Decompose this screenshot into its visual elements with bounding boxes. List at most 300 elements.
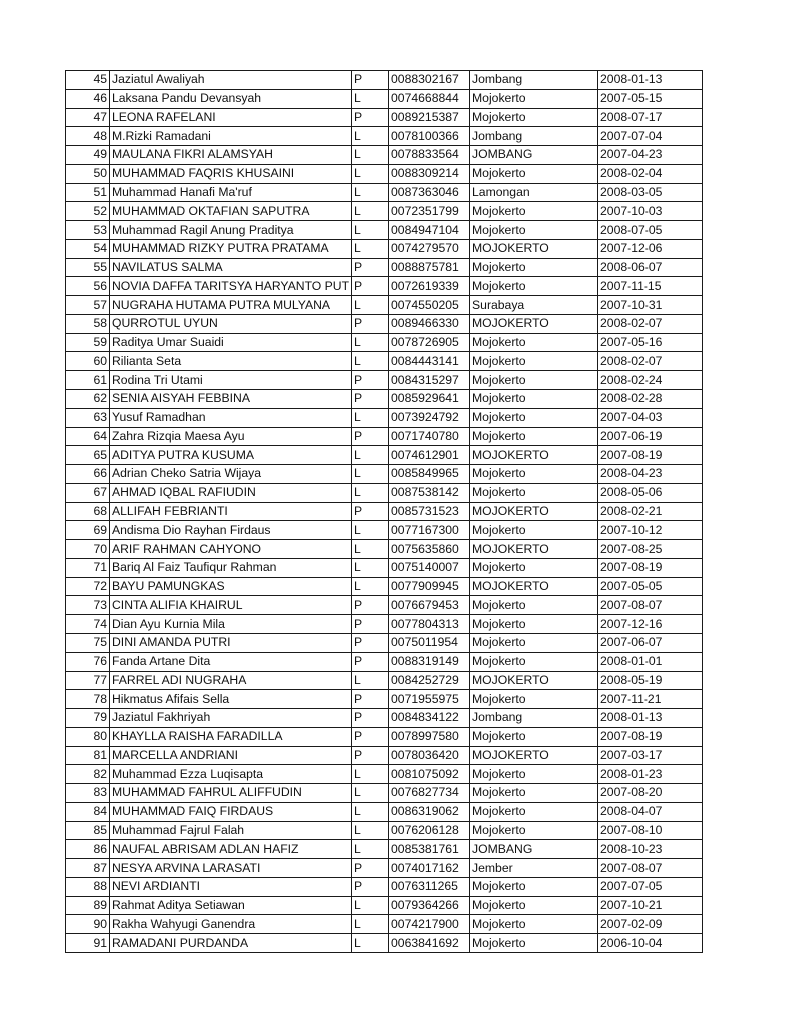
gender-cell: L	[352, 540, 389, 559]
table-row	[66, 934, 703, 953]
row-number-cell: 89	[66, 896, 110, 915]
birth-place-cell: Mojokerto	[470, 277, 598, 296]
nisn-cell: 0084443141	[389, 352, 470, 371]
row-number-cell: 49	[66, 146, 110, 165]
student-name-cell: NESYA ARVINA LARASATI	[110, 859, 352, 878]
birth-place-cell: Mojokerto	[470, 821, 598, 840]
birth-date-cell: 2008-07-17	[598, 108, 703, 127]
row-number-cell: 80	[66, 727, 110, 746]
gender-cell: L	[352, 915, 389, 934]
table-row	[66, 633, 703, 652]
gender-cell: L	[352, 840, 389, 859]
nisn-cell: 0089466330	[389, 314, 470, 333]
nisn-cell: 0074279570	[389, 239, 470, 258]
student-name-cell: MUHAMMAD FAQRIS KHUSAINI	[110, 164, 352, 183]
gender-cell: P	[352, 690, 389, 709]
row-number-cell: 62	[66, 390, 110, 409]
row-number-cell: 59	[66, 333, 110, 352]
nisn-cell: 0079364266	[389, 896, 470, 915]
gender-cell: P	[352, 71, 389, 90]
student-name-cell: MAULANA FIKRI ALAMSYAH	[110, 146, 352, 165]
nisn-cell: 0072619339	[389, 277, 470, 296]
gender-cell: L	[352, 333, 389, 352]
table-row	[66, 408, 703, 427]
student-name-cell: Jaziatul Fakhriyah	[110, 709, 352, 728]
table-row	[66, 164, 703, 183]
table-row	[66, 427, 703, 446]
birth-date-cell: 2008-02-21	[598, 502, 703, 521]
nisn-cell: 0075635860	[389, 540, 470, 559]
row-number-cell: 47	[66, 108, 110, 127]
birth-place-cell: Mojokerto	[470, 802, 598, 821]
student-name-cell: Muhammad Ragil Anung Praditya	[110, 221, 352, 240]
row-number-cell: 58	[66, 314, 110, 333]
birth-date-cell: 2008-04-23	[598, 465, 703, 484]
birth-place-cell: Mojokerto	[470, 521, 598, 540]
birth-place-cell: Mojokerto	[470, 784, 598, 803]
student-name-cell: NUGRAHA HUTAMA PUTRA MULYANA	[110, 296, 352, 315]
table-row	[66, 859, 703, 878]
gender-cell: L	[352, 296, 389, 315]
row-number-cell: 72	[66, 577, 110, 596]
row-number-cell: 76	[66, 652, 110, 671]
student-name-cell: FARREL ADI NUGRAHA	[110, 671, 352, 690]
row-number-cell: 77	[66, 671, 110, 690]
gender-cell: P	[352, 108, 389, 127]
table-row	[66, 802, 703, 821]
student-name-cell: Muhammad Hanafi Ma'ruf	[110, 183, 352, 202]
student-name-cell: M.Rizki Ramadani	[110, 127, 352, 146]
table-row	[66, 558, 703, 577]
birth-date-cell: 2007-08-19	[598, 446, 703, 465]
birth-place-cell: Mojokerto	[470, 915, 598, 934]
nisn-cell: 0074550205	[389, 296, 470, 315]
birth-place-cell: Mojokerto	[470, 652, 598, 671]
student-name-cell: NAUFAL ABRISAM ADLAN HAFIZ	[110, 840, 352, 859]
row-number-cell: 63	[66, 408, 110, 427]
nisn-cell: 0074017162	[389, 859, 470, 878]
table-row	[66, 202, 703, 221]
student-name-cell: NAVILATUS SALMA	[110, 258, 352, 277]
gender-cell: L	[352, 352, 389, 371]
student-table	[65, 70, 703, 953]
nisn-cell: 0073924792	[389, 408, 470, 427]
table-row	[66, 390, 703, 409]
nisn-cell: 0085731523	[389, 502, 470, 521]
table-row	[66, 465, 703, 484]
birth-date-cell: 2007-07-04	[598, 127, 703, 146]
gender-cell: P	[352, 709, 389, 728]
student-name-cell: Rilianta Seta	[110, 352, 352, 371]
row-number-cell: 69	[66, 521, 110, 540]
birth-date-cell: 2008-01-13	[598, 71, 703, 90]
birth-place-cell: Mojokerto	[470, 690, 598, 709]
birth-date-cell: 2007-08-20	[598, 784, 703, 803]
gender-cell: P	[352, 390, 389, 409]
nisn-cell: 0078726905	[389, 333, 470, 352]
gender-cell: L	[352, 784, 389, 803]
birth-place-cell: JOMBANG	[470, 840, 598, 859]
birth-date-cell: 2007-05-16	[598, 333, 703, 352]
birth-date-cell: 2007-05-05	[598, 577, 703, 596]
gender-cell: L	[352, 558, 389, 577]
table-row	[66, 727, 703, 746]
table-row	[66, 840, 703, 859]
table-row	[66, 296, 703, 315]
table-row	[66, 333, 703, 352]
nisn-cell: 0087363046	[389, 183, 470, 202]
birth-place-cell: Mojokerto	[470, 89, 598, 108]
birth-place-cell: Mojokerto	[470, 765, 598, 784]
nisn-cell: 0088875781	[389, 258, 470, 277]
gender-cell: L	[352, 465, 389, 484]
table-row	[66, 502, 703, 521]
birth-place-cell: MOJOKERTO	[470, 671, 598, 690]
student-name-cell: Bariq Al Faiz Taufiqur Rahman	[110, 558, 352, 577]
table-row	[66, 709, 703, 728]
birth-date-cell: 2008-04-07	[598, 802, 703, 821]
gender-cell: L	[352, 127, 389, 146]
table-row	[66, 896, 703, 915]
birth-date-cell: 2008-05-19	[598, 671, 703, 690]
birth-place-cell: MOJOKERTO	[470, 577, 598, 596]
table-row	[66, 108, 703, 127]
birth-date-cell: 2007-10-03	[598, 202, 703, 221]
row-number-cell: 55	[66, 258, 110, 277]
student-name-cell: NOVIA DAFFA TARITSYA HARYANTO PUT	[110, 277, 352, 296]
table-row	[66, 71, 703, 90]
gender-cell: L	[352, 802, 389, 821]
gender-cell: L	[352, 896, 389, 915]
birth-place-cell: Mojokerto	[470, 934, 598, 953]
row-number-cell: 83	[66, 784, 110, 803]
row-number-cell: 91	[66, 934, 110, 953]
student-name-cell: Rakha Wahyugi Ganendra	[110, 915, 352, 934]
student-name-cell: Jaziatul Awaliyah	[110, 71, 352, 90]
table-row	[66, 221, 703, 240]
row-number-cell: 82	[66, 765, 110, 784]
row-number-cell: 90	[66, 915, 110, 934]
student-name-cell: ARIF RAHMAN CAHYONO	[110, 540, 352, 559]
student-name-cell: MUHAMMAD FAHRUL ALIFFUDIN	[110, 784, 352, 803]
gender-cell: P	[352, 727, 389, 746]
birth-place-cell: Mojokerto	[470, 164, 598, 183]
birth-date-cell: 2007-11-21	[598, 690, 703, 709]
table-row	[66, 877, 703, 896]
table-row	[66, 127, 703, 146]
student-name-cell: MARCELLA ANDRIANI	[110, 746, 352, 765]
gender-cell: P	[352, 633, 389, 652]
row-number-cell: 67	[66, 483, 110, 502]
birth-place-cell: Mojokerto	[470, 896, 598, 915]
birth-place-cell: MOJOKERTO	[470, 446, 598, 465]
nisn-cell: 0072351799	[389, 202, 470, 221]
row-number-cell: 71	[66, 558, 110, 577]
gender-cell: L	[352, 221, 389, 240]
table-row	[66, 915, 703, 934]
gender-cell: P	[352, 258, 389, 277]
row-number-cell: 88	[66, 877, 110, 896]
birth-date-cell: 2008-10-23	[598, 840, 703, 859]
table-row	[66, 821, 703, 840]
nisn-cell: 0071955975	[389, 690, 470, 709]
student-name-cell: Adrian Cheko Satria Wijaya	[110, 465, 352, 484]
student-name-cell: NEVI ARDIANTI	[110, 877, 352, 896]
birth-date-cell: 2007-07-05	[598, 877, 703, 896]
birth-date-cell: 2008-07-05	[598, 221, 703, 240]
gender-cell: L	[352, 202, 389, 221]
birth-place-cell: MOJOKERTO	[470, 502, 598, 521]
row-number-cell: 66	[66, 465, 110, 484]
row-number-cell: 52	[66, 202, 110, 221]
student-name-cell: Zahra Rizqia Maesa Ayu	[110, 427, 352, 446]
gender-cell: P	[352, 427, 389, 446]
row-number-cell: 73	[66, 596, 110, 615]
student-name-cell: SENIA AISYAH FEBBINA	[110, 390, 352, 409]
birth-place-cell: Mojokerto	[470, 483, 598, 502]
student-name-cell: Rodina Tri Utami	[110, 371, 352, 390]
birth-date-cell: 2007-08-07	[598, 596, 703, 615]
table-row	[66, 784, 703, 803]
birth-date-cell: 2008-03-05	[598, 183, 703, 202]
table-row	[66, 521, 703, 540]
birth-date-cell: 2008-02-28	[598, 390, 703, 409]
student-name-cell: Andisma Dio Rayhan Firdaus	[110, 521, 352, 540]
birth-place-cell: Mojokerto	[470, 202, 598, 221]
birth-place-cell: Mojokerto	[470, 596, 598, 615]
birth-date-cell: 2007-03-17	[598, 746, 703, 765]
birth-date-cell: 2007-06-07	[598, 633, 703, 652]
table-row	[66, 540, 703, 559]
nisn-cell: 0076206128	[389, 821, 470, 840]
table-row	[66, 596, 703, 615]
gender-cell: L	[352, 934, 389, 953]
row-number-cell: 78	[66, 690, 110, 709]
table-row	[66, 277, 703, 296]
birth-place-cell: Mojokerto	[470, 558, 598, 577]
birth-place-cell: Mojokerto	[470, 371, 598, 390]
birth-date-cell: 2007-08-07	[598, 859, 703, 878]
nisn-cell: 0089215387	[389, 108, 470, 127]
gender-cell: L	[352, 483, 389, 502]
student-name-cell: LEONA RAFELANI	[110, 108, 352, 127]
birth-place-cell: Mojokerto	[470, 390, 598, 409]
nisn-cell: 0085849965	[389, 465, 470, 484]
birth-place-cell: MOJOKERTO	[470, 540, 598, 559]
student-name-cell: Rahmat Aditya Setiawan	[110, 896, 352, 915]
row-number-cell: 75	[66, 633, 110, 652]
birth-date-cell: 2008-01-23	[598, 765, 703, 784]
student-name-cell: Dian Ayu Kurnia Mila	[110, 615, 352, 634]
table-row	[66, 690, 703, 709]
birth-date-cell: 2008-02-24	[598, 371, 703, 390]
birth-date-cell: 2007-08-25	[598, 540, 703, 559]
birth-date-cell: 2007-04-23	[598, 146, 703, 165]
table-row	[66, 483, 703, 502]
gender-cell: L	[352, 577, 389, 596]
row-number-cell: 56	[66, 277, 110, 296]
birth-date-cell: 2008-01-01	[598, 652, 703, 671]
row-number-cell: 70	[66, 540, 110, 559]
birth-place-cell: Jombang	[470, 71, 598, 90]
nisn-cell: 0074668844	[389, 89, 470, 108]
row-number-cell: 48	[66, 127, 110, 146]
student-table-body	[66, 71, 703, 953]
nisn-cell: 0088309214	[389, 164, 470, 183]
birth-place-cell: Mojokerto	[470, 877, 598, 896]
row-number-cell: 86	[66, 840, 110, 859]
nisn-cell: 0075011954	[389, 633, 470, 652]
gender-cell: L	[352, 521, 389, 540]
student-table-container	[65, 70, 703, 953]
birth-place-cell: Lamongan	[470, 183, 598, 202]
nisn-cell: 0076311265	[389, 877, 470, 896]
gender-cell: P	[352, 596, 389, 615]
table-row	[66, 146, 703, 165]
student-name-cell: Raditya Umar Suaidi	[110, 333, 352, 352]
student-name-cell: AHMAD IQBAL RAFIUDIN	[110, 483, 352, 502]
gender-cell: L	[352, 821, 389, 840]
nisn-cell: 0086319062	[389, 802, 470, 821]
row-number-cell: 53	[66, 221, 110, 240]
row-number-cell: 74	[66, 615, 110, 634]
birth-place-cell: MOJOKERTO	[470, 239, 598, 258]
row-number-cell: 45	[66, 71, 110, 90]
birth-date-cell: 2008-01-13	[598, 709, 703, 728]
nisn-cell: 0087538142	[389, 483, 470, 502]
gender-cell: P	[352, 746, 389, 765]
table-row	[66, 239, 703, 258]
birth-date-cell: 2007-10-12	[598, 521, 703, 540]
nisn-cell: 0076827734	[389, 784, 470, 803]
birth-place-cell: Mojokerto	[470, 427, 598, 446]
birth-place-cell: Mojokerto	[470, 465, 598, 484]
table-row	[66, 652, 703, 671]
birth-date-cell: 2007-12-06	[598, 239, 703, 258]
birth-date-cell: 2007-12-16	[598, 615, 703, 634]
birth-place-cell: Mojokerto	[470, 727, 598, 746]
nisn-cell: 0084834122	[389, 709, 470, 728]
table-row	[66, 577, 703, 596]
gender-cell: P	[352, 615, 389, 634]
birth-date-cell: 2008-06-07	[598, 258, 703, 277]
gender-cell: L	[352, 765, 389, 784]
nisn-cell: 0071740780	[389, 427, 470, 446]
birth-date-cell: 2007-04-03	[598, 408, 703, 427]
nisn-cell: 0085381761	[389, 840, 470, 859]
student-name-cell: CINTA ALIFIA KHAIRUL	[110, 596, 352, 615]
birth-date-cell: 2008-05-06	[598, 483, 703, 502]
student-name-cell: ALLIFAH FEBRIANTI	[110, 502, 352, 521]
gender-cell: P	[352, 652, 389, 671]
birth-place-cell: Mojokerto	[470, 221, 598, 240]
row-number-cell: 46	[66, 89, 110, 108]
birth-place-cell: Mojokerto	[470, 258, 598, 277]
student-name-cell: MUHAMMAD RIZKY PUTRA PRATAMA	[110, 239, 352, 258]
birth-date-cell: 2007-08-10	[598, 821, 703, 840]
birth-date-cell: 2007-05-15	[598, 89, 703, 108]
birth-date-cell: 2007-08-19	[598, 558, 703, 577]
birth-date-cell: 2007-08-19	[598, 727, 703, 746]
table-row	[66, 615, 703, 634]
birth-date-cell: 2007-02-09	[598, 915, 703, 934]
nisn-cell: 0085929641	[389, 390, 470, 409]
student-name-cell: Fanda Artane Dita	[110, 652, 352, 671]
birth-date-cell: 2007-06-19	[598, 427, 703, 446]
student-name-cell: QURROTUL UYUN	[110, 314, 352, 333]
birth-date-cell: 2007-10-21	[598, 896, 703, 915]
birth-place-cell: Mojokerto	[470, 615, 598, 634]
student-name-cell: Yusuf Ramadhan	[110, 408, 352, 427]
table-row	[66, 314, 703, 333]
student-name-cell: Muhammad Fajrul Falah	[110, 821, 352, 840]
nisn-cell: 0074612901	[389, 446, 470, 465]
student-name-cell: Laksana Pandu Devansyah	[110, 89, 352, 108]
gender-cell: P	[352, 277, 389, 296]
row-number-cell: 81	[66, 746, 110, 765]
birth-place-cell: JOMBANG	[470, 146, 598, 165]
student-name-cell: DINI AMANDA PUTRI	[110, 633, 352, 652]
student-name-cell: Muhammad Ezza Luqisapta	[110, 765, 352, 784]
row-number-cell: 85	[66, 821, 110, 840]
student-name-cell: Hikmatus Afifais Sella	[110, 690, 352, 709]
nisn-cell: 0063841692	[389, 934, 470, 953]
gender-cell: P	[352, 314, 389, 333]
table-row	[66, 446, 703, 465]
birth-place-cell: Jombang	[470, 127, 598, 146]
nisn-cell: 0078036420	[389, 746, 470, 765]
birth-place-cell: Mojokerto	[470, 108, 598, 127]
row-number-cell: 60	[66, 352, 110, 371]
birth-date-cell: 2006-10-04	[598, 934, 703, 953]
gender-cell: L	[352, 408, 389, 427]
student-name-cell: MUHAMMAD FAIQ FIRDAUS	[110, 802, 352, 821]
birth-place-cell: Surabaya	[470, 296, 598, 315]
table-row	[66, 258, 703, 277]
birth-date-cell: 2007-10-31	[598, 296, 703, 315]
gender-cell: L	[352, 164, 389, 183]
row-number-cell: 57	[66, 296, 110, 315]
gender-cell: P	[352, 877, 389, 896]
student-name-cell: BAYU PAMUNGKAS	[110, 577, 352, 596]
gender-cell: L	[352, 446, 389, 465]
gender-cell: L	[352, 671, 389, 690]
table-row	[66, 671, 703, 690]
nisn-cell: 0084315297	[389, 371, 470, 390]
nisn-cell: 0077804313	[389, 615, 470, 634]
gender-cell: L	[352, 89, 389, 108]
table-row	[66, 352, 703, 371]
gender-cell: P	[352, 859, 389, 878]
birth-place-cell: Mojokerto	[470, 333, 598, 352]
gender-cell: P	[352, 502, 389, 521]
birth-place-cell: MOJOKERTO	[470, 746, 598, 765]
nisn-cell: 0074217900	[389, 915, 470, 934]
row-number-cell: 84	[66, 802, 110, 821]
birth-place-cell: Jombang	[470, 709, 598, 728]
row-number-cell: 68	[66, 502, 110, 521]
nisn-cell: 0077909945	[389, 577, 470, 596]
table-row	[66, 371, 703, 390]
table-row	[66, 183, 703, 202]
table-row	[66, 765, 703, 784]
nisn-cell: 0088302167	[389, 71, 470, 90]
nisn-cell: 0075140007	[389, 558, 470, 577]
gender-cell: L	[352, 146, 389, 165]
nisn-cell: 0077167300	[389, 521, 470, 540]
birth-date-cell: 2008-02-07	[598, 314, 703, 333]
gender-cell: L	[352, 183, 389, 202]
